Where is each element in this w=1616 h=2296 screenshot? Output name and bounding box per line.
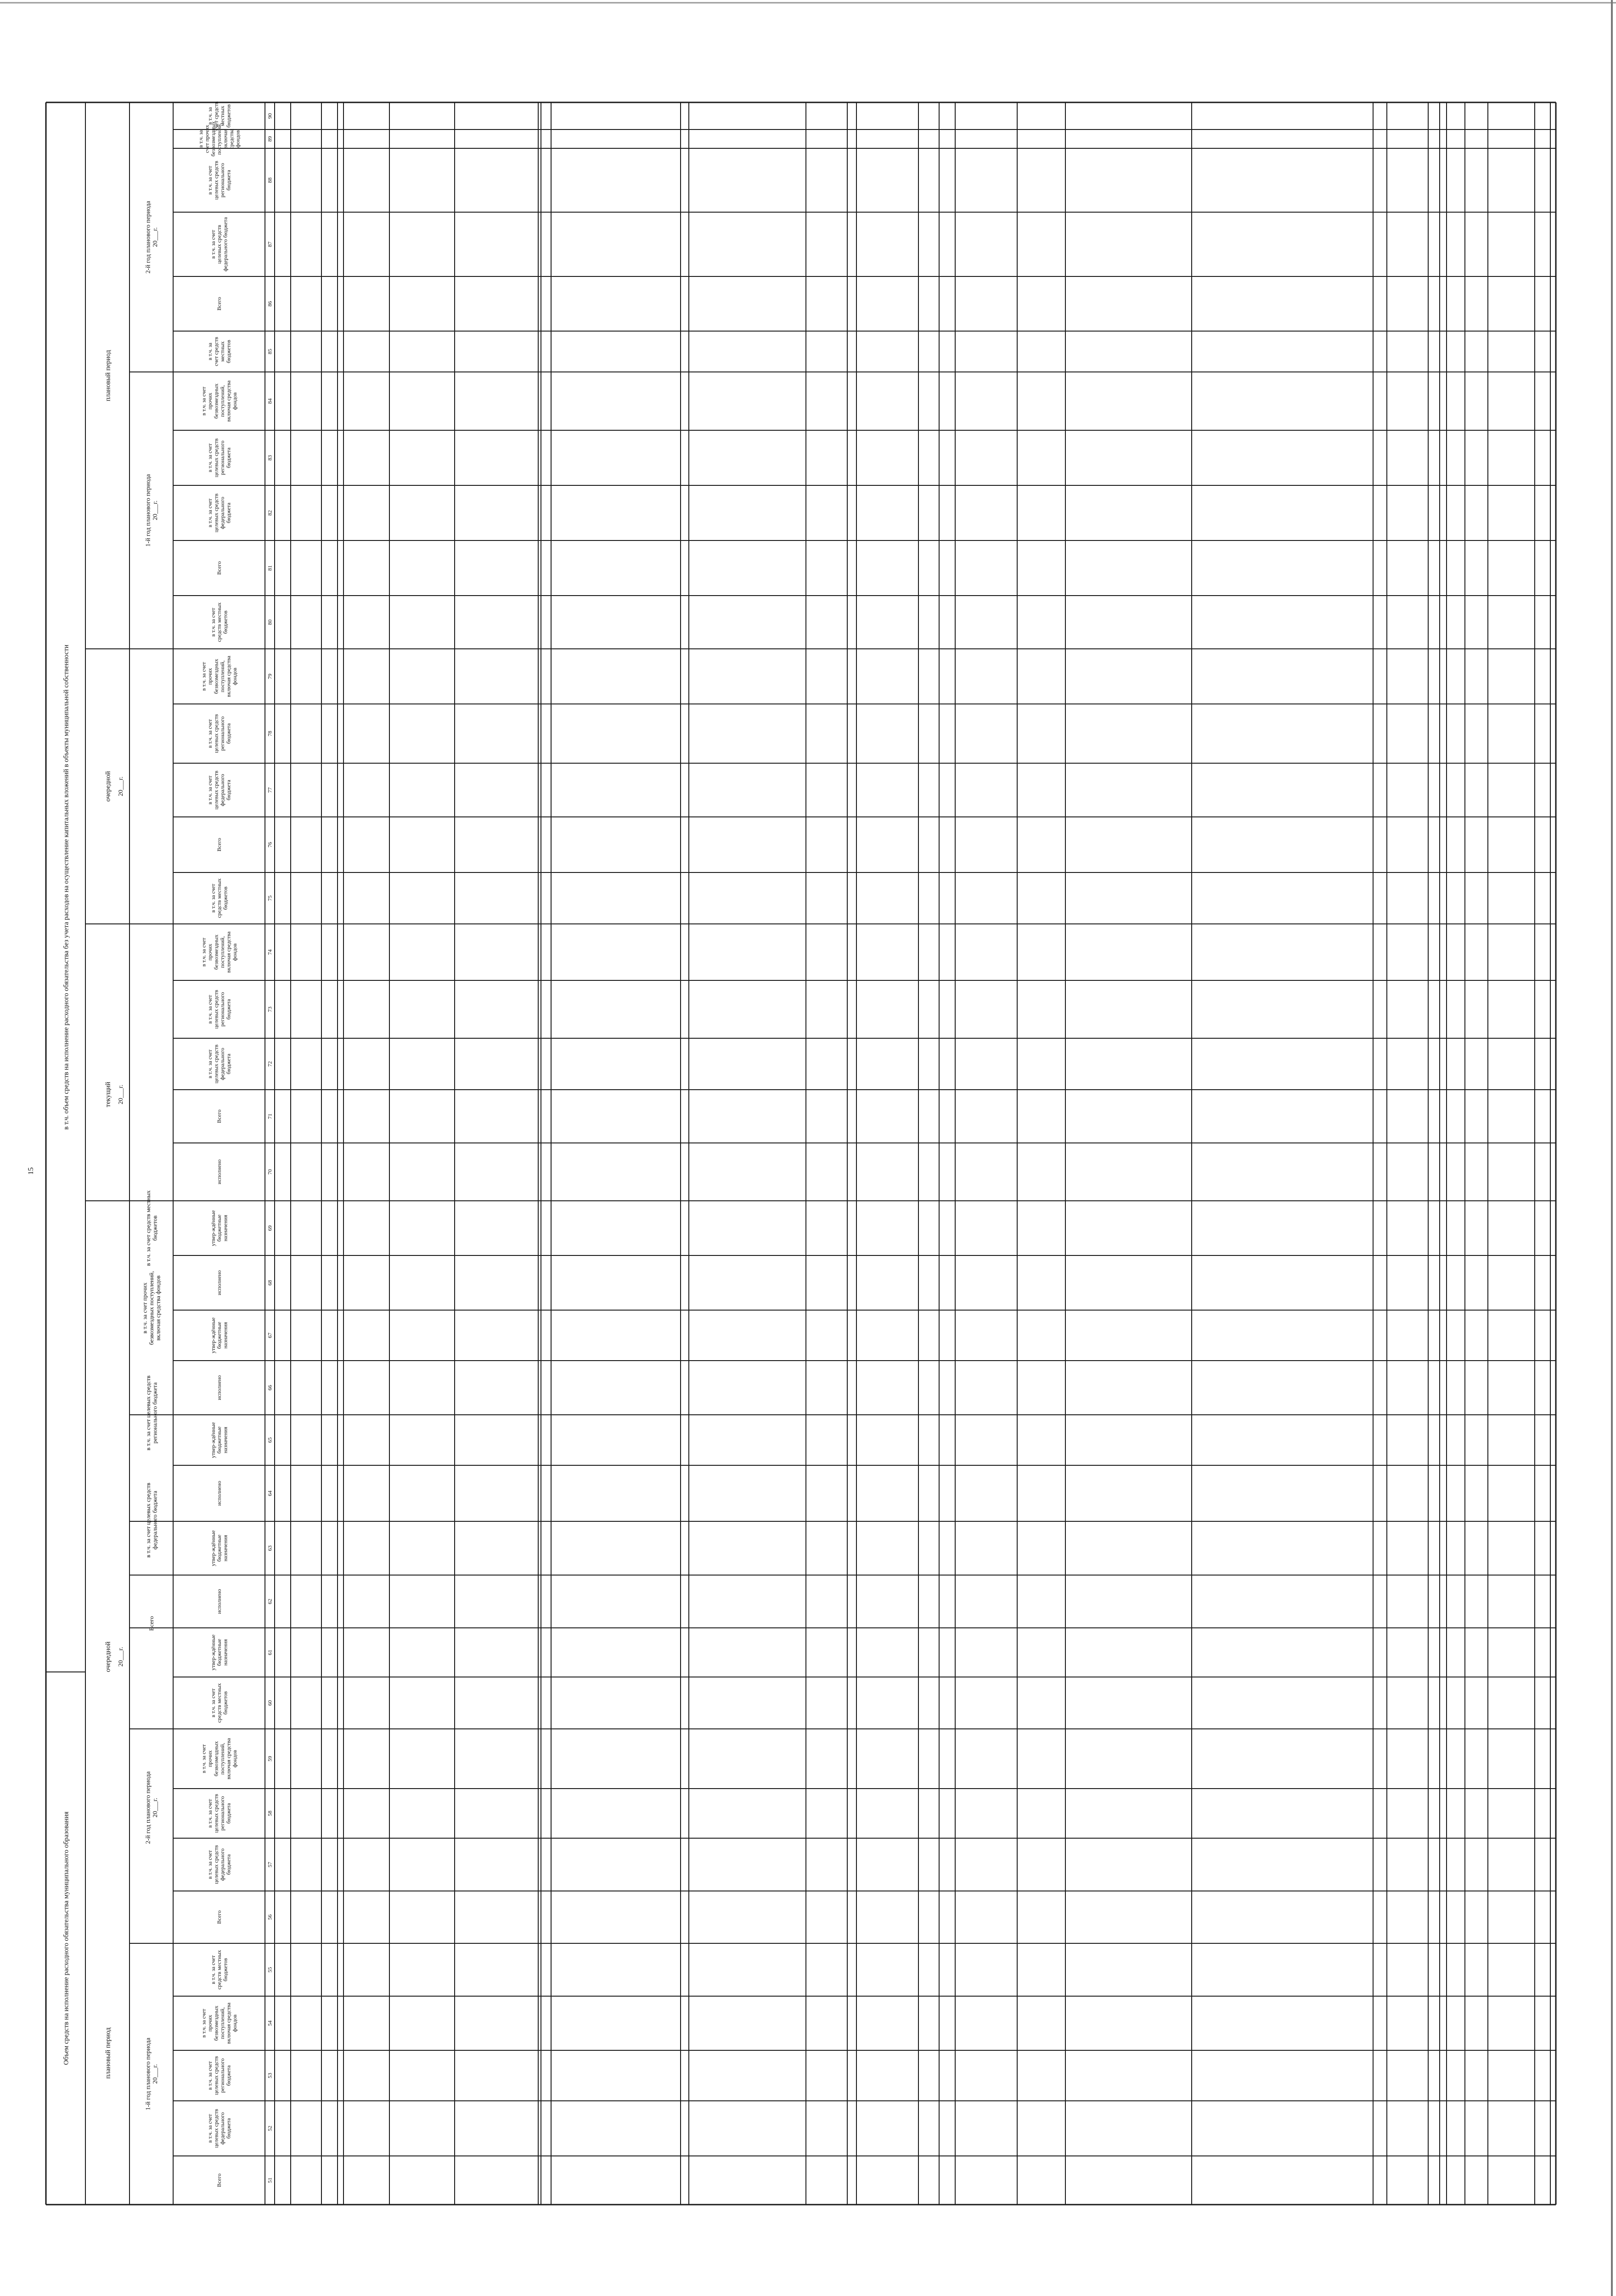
col-label-89: в т.ч. засчет прочихбезвозмездныхпоступлений,включаясредствафондов: [197, 121, 241, 157]
col-number-76: 76: [266, 842, 273, 848]
col-number-79: 79: [266, 674, 273, 679]
col-label-51: Всего: [216, 2173, 223, 2187]
col-label-77: в т.ч. за счетцелевых средствфедеральногобюджета: [207, 771, 232, 810]
col-number-51: 51: [266, 2178, 273, 2183]
year-next-sub: 20___г.: [117, 777, 124, 796]
plan1-main: 1-й год планового периода20___г.: [145, 2037, 159, 2110]
col-number-86: 86: [266, 301, 273, 307]
col-number-85: 85: [266, 349, 273, 355]
col-label-75: в т.ч. за счетсредств местныхбюджетов: [209, 878, 229, 918]
col-number-58: 58: [266, 1811, 273, 1816]
col-number-67: 67: [266, 1333, 273, 1338]
col-label-88: в т.ч. за счетцелевых средстврегиональногобюджета: [207, 161, 232, 200]
period-next-sub: очередной: [104, 771, 112, 802]
col-label-59: в т.ч. за счетпрочихбезвозмездныхпоступлений,включая средствафондов: [200, 1738, 238, 1779]
col-number-81: 81: [266, 565, 273, 571]
col-number-73: 73: [266, 1007, 273, 1012]
col-number-61: 61: [266, 1649, 273, 1655]
col-label-57: в т.ч. за счетцелевых средствфедеральногобюджета: [207, 1845, 232, 1884]
col-number-71: 71: [266, 1114, 273, 1119]
col-label-60: в т.ч. за счетсредств местныхбюджетов: [209, 1683, 229, 1723]
col-label-72: в т.ч. за счетцелевых средствфедеральногобюджета: [207, 1044, 232, 1084]
period-planned-sub: плановый период: [104, 350, 112, 401]
col-number-53: 53: [266, 2073, 273, 2078]
col-label-55: в т.ч. за счетсредств местныхбюджетов: [209, 1950, 229, 1990]
grp-gratuitous: в т.ч. за счет прочихбезвозмездных поступлений,включая средства фондов: [141, 1271, 162, 1345]
col-label-61: утвер-ждённыебюджетныеназначения: [209, 1634, 229, 1671]
title-sub: в т.ч. объем средств на исполнение расходного обязательства без учета расходов на осуществление капитальных вложений в объекты муниципальной собственности: [62, 644, 70, 1130]
col-label-68: исполнено: [216, 1270, 223, 1295]
col-number-57: 57: [266, 1862, 273, 1868]
col-number-78: 78: [266, 731, 273, 737]
col-label-58: в т.ч. за счетцелевых средстврегиональногобюджета: [207, 1794, 232, 1833]
col-label-70: исполнено: [216, 1159, 223, 1185]
col-number-52: 52: [266, 2126, 273, 2131]
col-number-64: 64: [266, 1491, 273, 1496]
col-label-90: в т.ч. засчет средствместныхбюджетов: [207, 101, 232, 131]
plan2-main: 2-й год планового периода20___г.: [145, 1771, 159, 1844]
col-number-77: 77: [266, 787, 273, 793]
col-label-79: в т.ч. за счетпрочихбезвозмездныхпоступлений,включая средствафондов: [200, 656, 238, 697]
col-label-53: в т.ч. за счетцелевых средстврегиональногобюджета: [207, 2056, 232, 2095]
grp-total: Всего: [148, 1616, 155, 1631]
col-number-66: 66: [266, 1385, 273, 1390]
col-label-78: в т.ч. за счетцелевых средстврегиональногобюджета: [207, 714, 232, 753]
col-number-60: 60: [266, 1700, 273, 1706]
col-number-89: 89: [266, 136, 273, 142]
period-next-main: очередной: [104, 1641, 112, 1672]
col-label-69: утвер-ждённыебюджетныеназначения: [209, 1210, 229, 1246]
col-label-86: Всего: [216, 297, 223, 311]
col-number-68: 68: [266, 1280, 273, 1286]
col-number-74: 74: [266, 949, 273, 955]
grp-local: в т.ч. за счет средств местныхбюджетов: [144, 1190, 158, 1266]
col-number-63: 63: [266, 1545, 273, 1551]
col-label-65: утвер-ждённыебюджетныеназначения: [209, 1422, 229, 1458]
col-label-81: Всего: [216, 561, 223, 575]
grp-regional: в т.ч. за счет целевых средстврегионального бюджета: [144, 1375, 158, 1451]
col-number-56: 56: [266, 1914, 273, 1920]
col-label-82: в т.ч. за счетцелевых средствфедеральногобюджета: [207, 493, 232, 533]
col-number-59: 59: [266, 1756, 273, 1761]
plan2-sub: 2-й год планового периода20___г.: [145, 201, 159, 274]
col-number-70: 70: [266, 1169, 273, 1175]
col-number-69: 69: [266, 1225, 273, 1231]
period-planned-main: плановый период: [104, 2027, 112, 2079]
col-label-76: Всего: [216, 838, 223, 852]
col-label-64: исполнено: [216, 1480, 223, 1506]
col-label-84: в т.ч. за счетпрочихбезвозмездныхпоступлений,включая средствафондов: [200, 380, 238, 422]
col-label-71: Всего: [216, 1109, 223, 1123]
col-label-62: исполнено: [216, 1589, 223, 1614]
col-label-66: исполнено: [216, 1375, 223, 1401]
col-label-85: в т.ч. засчет средствместныхбюджетов: [207, 337, 232, 366]
col-label-83: в т.ч. за счетцелевых средстврегиональногобюджета: [207, 438, 232, 478]
col-number-90: 90: [266, 113, 273, 119]
col-label-87: в т.ч. за счетцелевых средствфедерального бюджета: [209, 217, 229, 272]
col-label-52: в т.ч. за счетцелевых средствфедеральногобюджета: [207, 2109, 232, 2148]
plan1-sub: 1-й год планового периода20___г.: [145, 474, 159, 547]
col-number-72: 72: [266, 1061, 273, 1067]
col-label-54: в т.ч. за счетпрочихбезвозмездныхпоступлений,включая средствафондов: [200, 2003, 238, 2044]
grp-federal: в т.ч. за счет целевых средствфедерального бюджета: [144, 1483, 158, 1558]
col-number-54: 54: [266, 2020, 273, 2026]
title-main: Объем средств на исполнение расходного обязательства муниципального образования: [62, 1812, 70, 2065]
col-number-84: 84: [266, 398, 273, 404]
col-label-73: в т.ч. за счетцелевых средстврегиональногобюджета: [207, 990, 232, 1029]
col-label-63: утвер-ждённыебюджетныеназначения: [209, 1530, 229, 1566]
col-label-67: утвер-ждённыебюджетныеназначения: [209, 1317, 229, 1354]
col-number-82: 82: [266, 510, 273, 516]
year-next-main: 20___г.: [117, 1647, 124, 1667]
col-number-83: 83: [266, 455, 273, 461]
year-current-sub: 20___г.: [117, 1085, 124, 1104]
col-number-55: 55: [266, 1967, 273, 1973]
col-number-75: 75: [266, 895, 273, 901]
col-number-87: 87: [266, 242, 273, 247]
page-number: [27, 1167, 35, 1175]
period-current-sub: текущий: [104, 1081, 112, 1108]
col-label-80: в т.ч. за счетсредств местныхбюджетов: [209, 602, 229, 642]
col-label-74: в т.ч. за счетпрочихбезвозмездныхпоступлений,включая средствафондов: [200, 931, 238, 973]
col-number-88: 88: [266, 177, 273, 183]
col-label-56: Всего: [216, 1910, 223, 1924]
col-number-62: 62: [266, 1598, 273, 1604]
col-number-65: 65: [266, 1437, 273, 1443]
col-number-80: 80: [266, 619, 273, 625]
page-number-text: 15: [27, 1167, 35, 1175]
